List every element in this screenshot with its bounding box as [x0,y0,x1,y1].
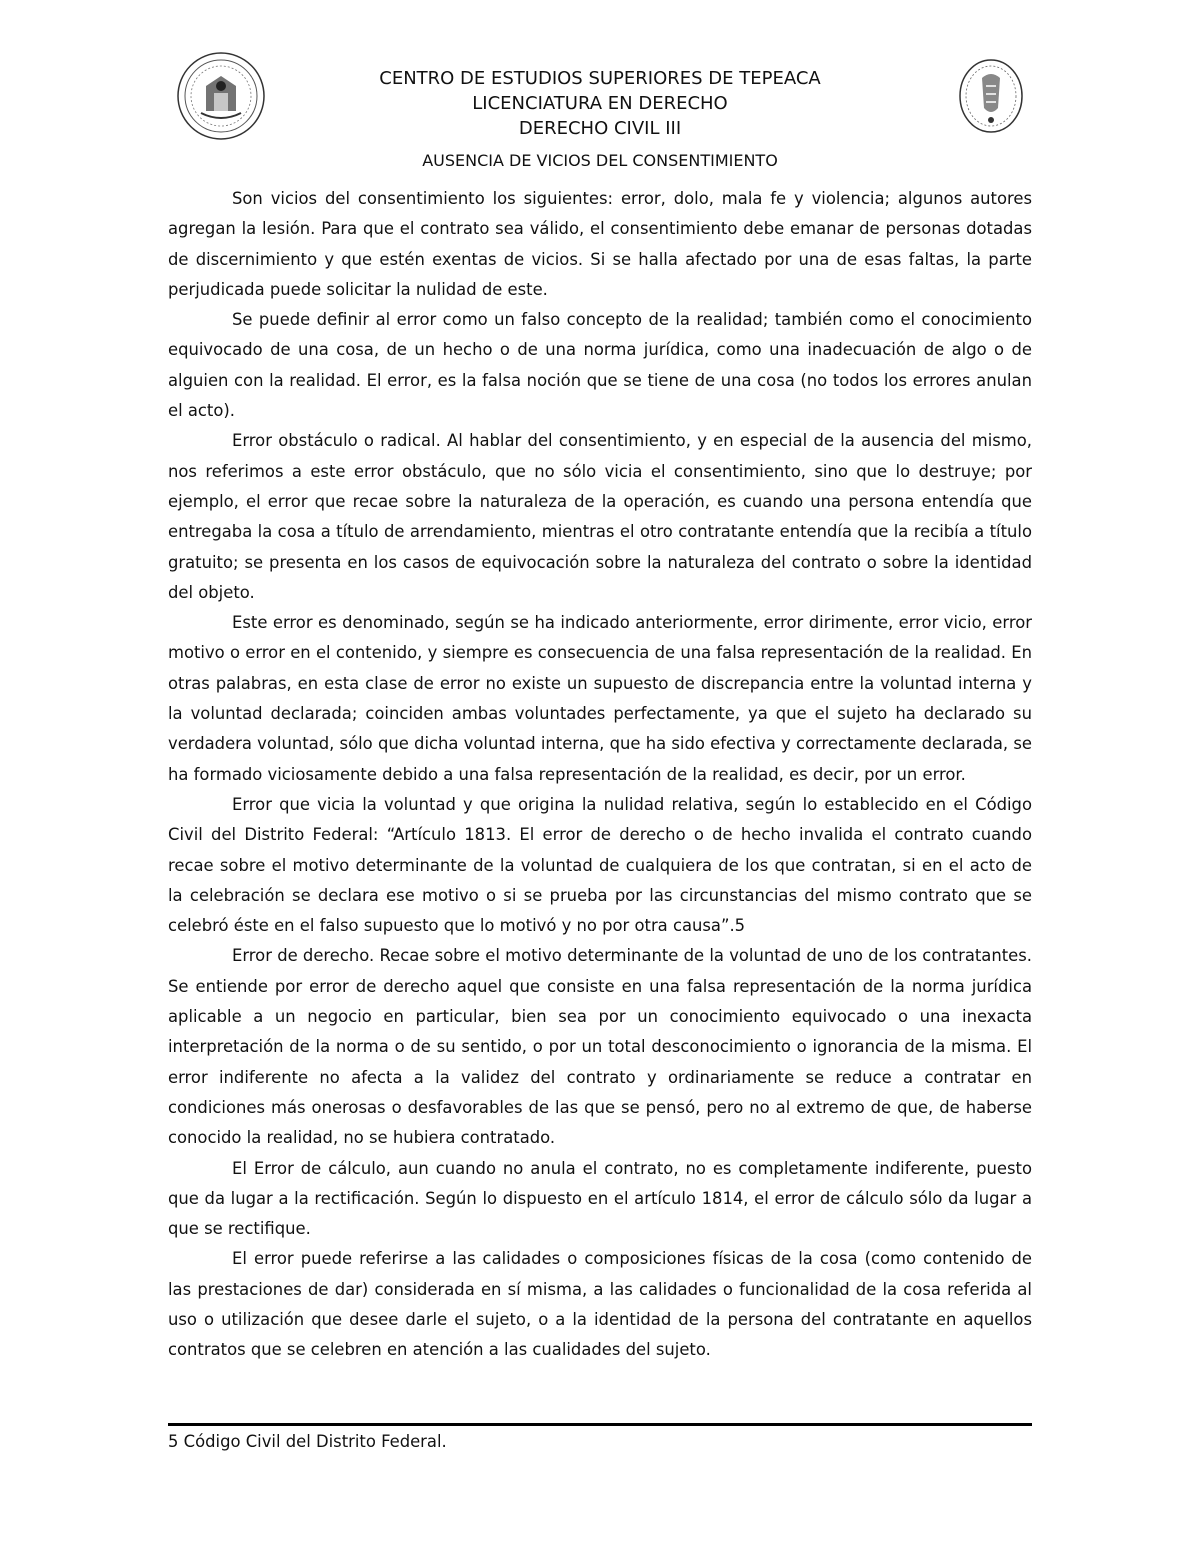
course-name: DERECHO CIVIL III [518,118,682,139]
paragraph: Este error es denominado, según se ha indicado anteriormente, error dirimente, error vicio, error motivo o error en el contenido, y siempre es consecuencia de una falsa representación de la realidad. En otras palabras, en esta clase de error no existe un supuesto de discrepancia entre la voluntad interna y la voluntad declarada; coinciden ambas voluntades perfectamente, ya que el sujeto ha declarado su verdadera voluntad, sólo que dicha voluntad interna, que ha sido efectiva y correctamente declarada, se ha formado viciosamente debido a una falsa representación de la realidad, es decir, por un error. [168,613,1032,784]
program-name: LICENCIATURA EN DERECHO [472,93,728,114]
institution-name: CENTRO DE ESTUDIOS SUPERIORES DE TEPEACA [379,68,821,89]
footnote-divider [168,1423,1032,1426]
paragraph: Error de derecho. Recae sobre el motivo determinante de la voluntad de uno de los contratantes. Se entiende por error de derecho aquel que consiste en una falsa representación de la norma jurídica aplicable a un negocio en particular, bien sea por un conocimiento equivocado o una inexacta interpretación de la norma o de su sentido, o por un total desconocimiento o ignorancia de la misma. El error indiferente no afecta a la validez del contrato y ordinariamente se reduce a contratar en condiciones más onerosas o desfavorables de las que se pensó, pero no al extremo de que, de haberse conocido la realidad, no se hubiera contratado. [168,946,1032,1148]
paragraph: Error obstáculo o radical. Al hablar del consentimiento, y en especial de la ausencia del mismo, nos referimos a este error obstáculo, que no sólo vicia el consentimiento, sino que lo destruye; por ejemplo, el error que recae sobre la naturaleza de la operación, es cuando una persona entendía que entregaba la cosa a título de arrendamiento, mientras el otro contratante entendía que la recibía a título gratuito; se presenta en los casos de equivocación sobre la naturaleza del contrato o sobre la identidad del objeto. [168,431,1032,602]
document-body [168,184,1032,1366]
paragraph: Error que vicia la voluntad y que origina la nulidad relativa, según lo establecido en el Código Civil del Distrito Federal: “Artículo 1813. El error de derecho o de hecho invalida el contrato cuando recae sobre el motivo determinante de la voluntad de cualquiera de los que contratan, si en el acto de la celebración se declara ese motivo o si se prueba por las circunstancias del mismo contrato que se celebró éste en el falso supuesto que lo motivó y no por otra causa”.5 [168,794,1032,936]
paragraph: El error puede referirse a las calidades o composiciones físicas de la cosa (como contenido de las prestaciones de dar) considerada en sí misma, a las calidades o funcionalidad de la cosa referida al uso o utilización que desee darle el sujeto, o a la identidad de la persona del contratante en aquellos contratos que se celebren en atención a las cualidades del sujeto. [168,1249,1032,1360]
paragraph: El Error de cálculo, aun cuando no anula el contrato, no es completamente indiferente, puesto que da lugar a la rectificación. Según lo dispuesto en el artículo 1814, el error de cálculo sólo da lugar a que se rectifique. [168,1158,1032,1239]
faculty-seal-icon [958,58,1024,134]
footnote: 5 Código Civil del Distrito Federal. [168,1432,447,1451]
document-header [300,66,900,172]
paragraph: Se puede definir al error como un falso concepto de la realidad; también como el conocimiento equivocado de una cosa, de un hecho o de una norma jurídica, como una inadecuación de algo o de alguien con la realidad. El error, es la falsa noción que se tiene de una cosa (no todos los errores anulan el acto). [168,310,1032,421]
document-title: AUSENCIA DE VICIOS DEL CONSENTIMIENTO [422,151,778,170]
university-seal-icon [176,51,266,141]
paragraph: Son vicios del consentimiento los siguientes: error, dolo, mala fe y violencia; algunos autores agregan la lesión. Para que el contrato sea válido, el consentimiento debe emanar de personas dotadas de discernimiento y que estén exentas de vicios. Si se halla afectado por una de esas faltas, la parte perjudicada puede solicitar la nulidad de este. [168,189,1032,299]
